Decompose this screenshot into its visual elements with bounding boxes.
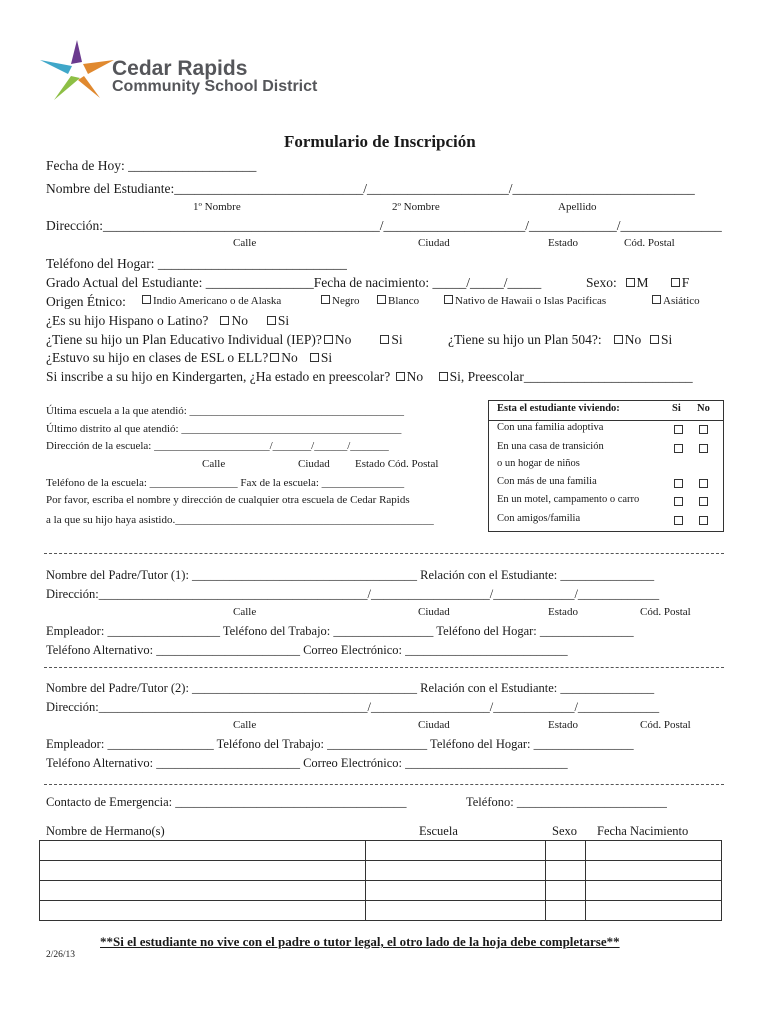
checkbox[interactable] (321, 295, 330, 304)
origen-opt-hawaii[interactable] (442, 295, 606, 307)
fecha-hoy-field[interactable]: Fecha de Hoy: ___________________ (46, 158, 257, 173)
vivienda-row-mas-familia: Con más de una familia (497, 476, 597, 487)
nombre-sub-last: Apellido (558, 201, 597, 213)
amigos-si-checkbox[interactable] (674, 516, 683, 525)
vivienda-header-divider (488, 420, 723, 421)
telefono-emergencia-field[interactable]: Teléfono: ________________________ (466, 795, 667, 809)
hermanos-col-fecha: Fecha Nacimiento (597, 824, 689, 838)
plan504-si-checkbox[interactable] (650, 335, 659, 344)
section-divider (44, 667, 724, 668)
hermanos-col-escuela: Escuela (419, 824, 458, 838)
section-divider (44, 553, 724, 554)
table-cell[interactable] (586, 861, 722, 881)
escuela-sub-estado-cp: Estado Cód. Postal (355, 458, 439, 470)
hermanos-col-sexo: Sexo (552, 824, 577, 838)
otra-escuela-line-1: Por favor, escriba el nombre y dirección de cualquier otra escuela de Cedar Rapids (46, 494, 410, 506)
fecha-revision: 2/26/13 (46, 950, 76, 960)
motel-no-checkbox[interactable] (699, 497, 708, 506)
kinder-si-checkbox[interactable] (439, 372, 448, 381)
esl-question (46, 350, 332, 366)
nota-tutor-legal: **Si el estudiante no vive con el padre o tutor legal, el otro lado de la hoja debe completarse** (100, 934, 620, 949)
escuela-sub-ciudad: Ciudad (298, 458, 330, 470)
table-row (40, 841, 722, 861)
table-cell[interactable] (546, 901, 586, 921)
telefono-hogar-field[interactable]: Teléfono del Hogar: ____________________________ (46, 256, 347, 271)
grado-fecha-nac-field[interactable]: Grado Actual del Estudiante: ________________Fecha de nacimiento: _____/_____/_____ (46, 275, 542, 290)
form-title: Formulario de Inscripción (284, 132, 476, 151)
table-cell[interactable] (40, 881, 366, 901)
padre2-sub-estado: Estado (548, 719, 578, 731)
padre1-empleador-field[interactable]: Empleador: __________________ Teléfono del Trabajo: ________________ Teléfono del Hogar: _______________ (46, 624, 634, 638)
iep-si-checkbox[interactable] (380, 335, 389, 344)
star-blue-ray (40, 60, 72, 74)
vivienda-header: Esta el estudiante viviendo: (497, 403, 620, 414)
table-row (40, 881, 722, 901)
table-cell[interactable] (365, 861, 546, 881)
padre2-sub-ciudad: Ciudad (418, 719, 450, 731)
hispano-question (46, 313, 289, 329)
iep-no-checkbox[interactable] (324, 335, 333, 344)
padre1-nombre-field[interactable]: Nombre del Padre/Tutor (1): ____________________________________ Relación con el Estudiante: _______________ (46, 568, 655, 582)
padre2-alterno-field[interactable]: Teléfono Alternativo: _______________________ Correo Electrónico: __________________________ (46, 756, 568, 770)
dir-sub-calle: Calle (233, 237, 257, 249)
district-logo-icon (38, 38, 116, 102)
padre1-direccion-field[interactable]: Dirección:___________________________________________/___________________/_____________/_____________ (46, 587, 660, 601)
vivienda-row-transicion: En una casa de transición (497, 441, 604, 452)
esl-si-checkbox[interactable] (310, 353, 319, 362)
checkbox[interactable] (377, 295, 386, 304)
checkbox[interactable] (652, 295, 661, 304)
padre2-sub-cp: Cód. Postal (640, 719, 691, 731)
sexo-field (586, 275, 689, 291)
sexo-m-label: M (636, 275, 649, 290)
origen-opt-asiatico[interactable] (650, 295, 700, 307)
mas-familia-si-checkbox[interactable] (674, 479, 683, 488)
mas-familia-no-checkbox[interactable] (699, 479, 708, 488)
si-label: Si (320, 350, 333, 365)
adoptiva-no-checkbox[interactable] (699, 425, 708, 434)
origen-opt-label: Indio Americano o de Alaska (153, 295, 282, 307)
table-cell[interactable] (40, 841, 366, 861)
star-orange-ray-2 (78, 76, 100, 98)
plan504-question (448, 332, 672, 348)
table-cell[interactable] (365, 841, 546, 861)
motel-si-checkbox[interactable] (674, 497, 683, 506)
si-label: Si (661, 332, 673, 347)
nombre-sub-first: 1º Nombre (193, 201, 241, 213)
vivienda-row-hogar-ninos: o un hogar de niños (497, 458, 580, 469)
origen-label: Origen Étnico: (46, 294, 126, 309)
sexo-label: Sexo: (586, 275, 617, 290)
plan504-no-checkbox[interactable] (614, 335, 623, 344)
table-cell[interactable] (586, 841, 722, 861)
table-cell[interactable] (546, 881, 586, 901)
dir-sub-estado: Estado (548, 237, 578, 249)
transicion-no-checkbox[interactable] (699, 444, 708, 453)
table-row (40, 901, 722, 921)
vivienda-no-header: No (697, 403, 710, 414)
amigos-no-checkbox[interactable] (699, 516, 708, 525)
sexo-f-checkbox[interactable] (671, 278, 680, 287)
origen-opt-blanco[interactable] (375, 295, 419, 307)
vivienda-row-motel: En un motel, campamento o carro (497, 494, 640, 505)
escuela-sub-calle: Calle (202, 458, 226, 470)
checkbox[interactable] (142, 295, 151, 304)
logo-line-1: Cedar Rapids (112, 57, 248, 80)
origen-opt-indio[interactable] (140, 295, 281, 307)
padre2-direccion-field[interactable]: Dirección:___________________________________________/___________________/_____________/_____________ (46, 700, 660, 714)
table-cell[interactable] (365, 881, 546, 901)
kinder-question (46, 369, 693, 385)
star-green-ray (54, 76, 80, 100)
no-label: No (406, 369, 424, 384)
padre1-sub-calle: Calle (233, 606, 257, 618)
hispano-no-checkbox[interactable] (220, 316, 229, 325)
star-orange-ray (83, 60, 114, 74)
dir-sub-ciudad: Ciudad (418, 237, 450, 249)
telefono-fax-escuela-field[interactable]: Teléfono de la escuela: ________________ Fax de la escuela: _______________ (46, 477, 405, 489)
table-row (40, 861, 722, 881)
padre2-sub-calle: Calle (233, 719, 257, 731)
vivienda-si-header: Si (672, 403, 681, 414)
logo-line-2: Community School District (112, 78, 318, 95)
table-cell[interactable] (40, 901, 366, 921)
si-label: Si (277, 313, 290, 328)
padre1-sub-estado: Estado (548, 606, 578, 618)
padre2-empleador-field[interactable]: Empleador: _________________ Teléfono del Trabajo: ________________ Teléfono del Hogar: ________________ (46, 737, 634, 751)
otra-escuela-line-2[interactable]: a la que su hijo haya asistido._______________________________________________ (46, 514, 434, 526)
sexo-f-label: F (681, 275, 690, 290)
kinder-no-checkbox[interactable] (396, 372, 405, 381)
table-cell[interactable] (586, 881, 722, 901)
no-label: No (231, 313, 248, 328)
origen-opt-label: Nativo de Hawaii o Islas Pacificas (455, 295, 607, 307)
table-cell[interactable] (40, 861, 366, 881)
hermanos-col-nombre: Nombre de Hermano(s) (46, 824, 165, 838)
iep-question (46, 332, 403, 348)
transicion-si-checkbox[interactable] (674, 444, 683, 453)
origen-opt-label: Blanco (388, 295, 420, 307)
esl-label: ¿Estuvo su hijo en clases de ESL o ELL? (46, 350, 269, 365)
checkbox[interactable] (444, 295, 453, 304)
origen-opt-label: Negro (332, 295, 360, 307)
iep-label: ¿Tiene su hijo un Plan Educativo Individual (IEP)? (46, 332, 322, 347)
hispano-label: ¿Es su hijo Hispano o Latino? (46, 313, 209, 328)
padre2-nombre-field[interactable]: Nombre del Padre/Tutor (2): ____________________________________ Relación con el Estudiante: _______________ (46, 681, 655, 695)
padre1-alterno-field[interactable]: Teléfono Alternativo: _______________________ Correo Electrónico: __________________________ (46, 643, 568, 657)
nombre-sub-second: 2º Nombre (392, 201, 440, 213)
kinder-label: Si inscribe a su hijo en Kindergarten, ¿Ha estado en preescolar? (46, 369, 391, 384)
padre1-sub-ciudad: Ciudad (418, 606, 450, 618)
adoptiva-si-checkbox[interactable] (674, 425, 683, 434)
no-label: No (334, 332, 352, 347)
direccion-escuela-field[interactable]: Dirección de la escuela: _____________________/_______/______/_______ (46, 440, 389, 452)
padre1-sub-cp: Cód. Postal (640, 606, 691, 618)
origen-opt-negro[interactable] (319, 295, 360, 307)
origen-opt-label: Asiático (663, 295, 700, 307)
kinder-si-label[interactable]: Si, Preescolar_________________________ (449, 369, 693, 384)
sexo-m-checkbox[interactable] (626, 278, 635, 287)
star-purple-ray (71, 40, 82, 64)
no-label: No (624, 332, 642, 347)
table-cell[interactable] (586, 901, 722, 921)
vivienda-row-adoptiva: Con una familia adoptiva (497, 422, 604, 433)
esl-no-checkbox[interactable] (270, 353, 279, 362)
contacto-emergencia-field[interactable]: Contacto de Emergencia: _____________________________________ (46, 795, 407, 809)
table-cell[interactable] (546, 841, 586, 861)
dir-sub-cp: Cód. Postal (624, 237, 675, 249)
table-cell[interactable] (546, 861, 586, 881)
hispano-si-checkbox[interactable] (267, 316, 276, 325)
hermanos-table (39, 840, 722, 921)
direccion-field[interactable]: Dirección:_________________________________________/_____________________/_____________/_______________ (46, 218, 722, 233)
si-label: Si (391, 332, 403, 347)
ultimo-distrito-field[interactable]: Último distrito al que atendió: ________________________________________ (46, 423, 402, 435)
nombre-estudiante-field[interactable]: Nombre del Estudiante:____________________________/_____________________/___________________________ (46, 181, 695, 196)
plan504-label: ¿Tiene su hijo un Plan 504?: (448, 332, 602, 347)
table-cell[interactable] (365, 901, 546, 921)
no-label: No (281, 350, 298, 365)
section-divider (44, 784, 724, 785)
vivienda-row-amigos: Con amigos/familia (497, 513, 581, 524)
ultima-escuela-field[interactable]: Última escuela a la que atendió: _______________________________________ (46, 405, 405, 417)
